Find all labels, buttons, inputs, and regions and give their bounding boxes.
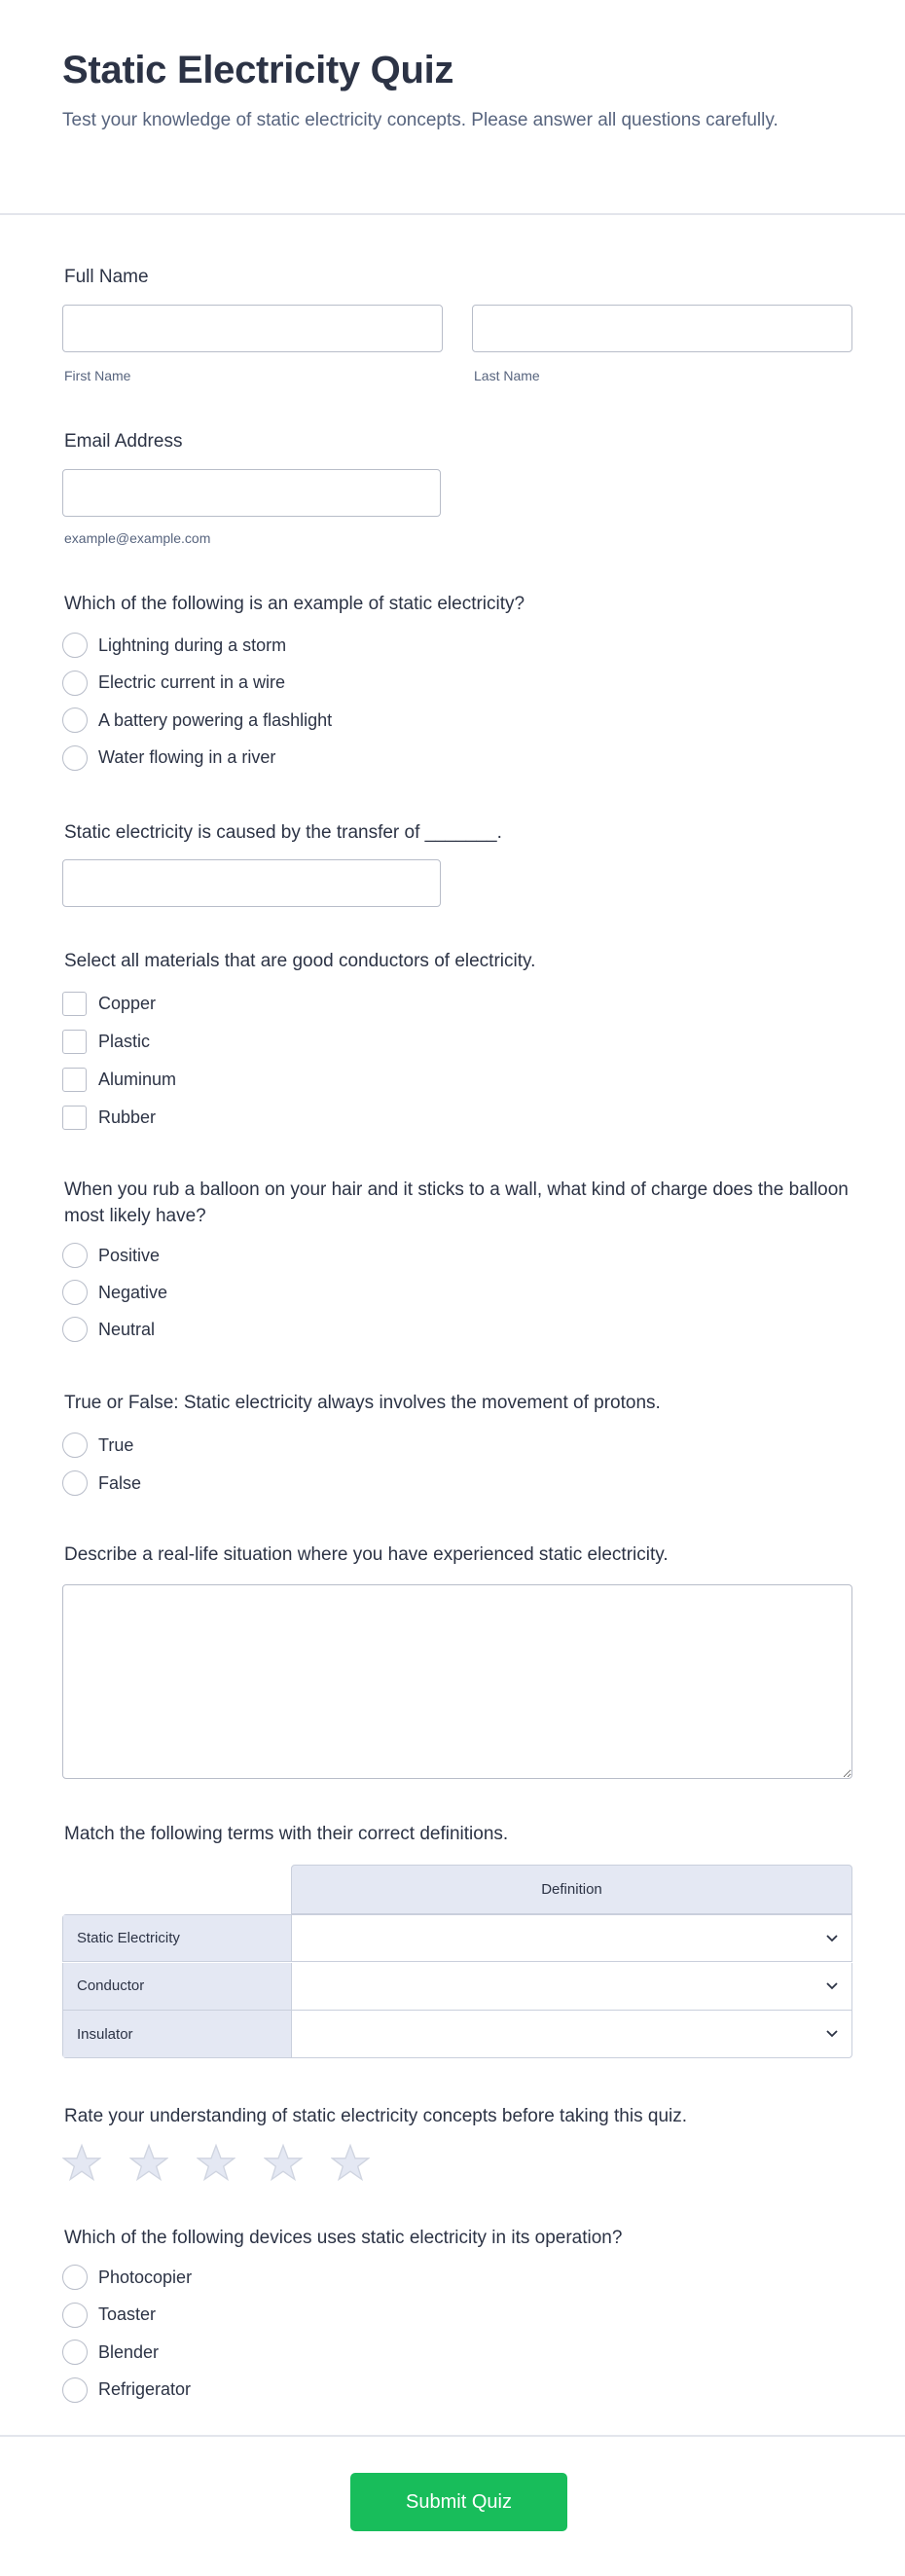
radio-button[interactable] (62, 1280, 88, 1305)
star-icon[interactable] (264, 2143, 303, 2182)
option-label: Positive (98, 1245, 161, 1265)
footer-divider (0, 2435, 905, 2437)
matching-row (62, 1914, 852, 1962)
q3-label: Select all materials that are good conductors of electricity. (64, 951, 536, 971)
full-name-label: Full Name (64, 267, 149, 287)
first-name-sublabel: First Name (64, 368, 131, 383)
option-label: Water flowing in a river (98, 747, 276, 767)
q7-label: Match the following terms with their correct definitions. (64, 1824, 509, 1844)
definition-select[interactable] (292, 1963, 851, 2010)
q5-option[interactable] (62, 1469, 141, 1497)
radio-button[interactable] (62, 1243, 88, 1268)
q1-option[interactable] (62, 670, 285, 697)
term-label: Conductor (63, 1963, 292, 2010)
radio-button[interactable] (62, 671, 88, 696)
matching-row (62, 2011, 852, 2058)
radio-button[interactable] (62, 707, 88, 733)
option-label: Copper (98, 993, 157, 1013)
definition-select[interactable] (292, 2011, 851, 2057)
checkbox[interactable] (62, 1030, 87, 1054)
star-icon[interactable] (62, 2143, 101, 2182)
page-subtitle: Test your knowledge of static electricity concepts. Please answer all questions carefully. (62, 110, 778, 130)
radio-button[interactable] (62, 1433, 88, 1458)
checkbox[interactable] (62, 992, 87, 1016)
radio-button[interactable] (62, 2303, 88, 2328)
q1-option[interactable] (62, 707, 332, 734)
option-label: Photocopier (98, 2267, 193, 2287)
q4-option[interactable] (62, 1316, 155, 1343)
email-input[interactable] (62, 469, 441, 517)
option-label: Electric current in a wire (98, 672, 286, 692)
email-sublabel: example@example.com (64, 530, 211, 546)
q3-option[interactable] (62, 1104, 156, 1131)
q9-option[interactable] (62, 2339, 159, 2366)
q2-answer-input[interactable] (62, 859, 441, 907)
q5-option[interactable] (62, 1432, 133, 1459)
q1-option[interactable] (62, 744, 275, 772)
option-label: Lightning during a storm (98, 635, 287, 655)
definition-column-header: Definition (291, 1865, 852, 1914)
q4-option[interactable] (62, 1242, 160, 1269)
matching-row (62, 1963, 852, 2011)
q2-label: Static electricity is caused by the transfer of _______. (64, 822, 502, 843)
radio-button[interactable] (62, 2340, 88, 2365)
q9-option[interactable] (62, 2302, 156, 2329)
checkbox[interactable] (62, 1106, 87, 1130)
option-label: A battery powering a flashlight (98, 709, 333, 730)
q6-answer-textarea[interactable] (62, 1584, 852, 1779)
star-icon[interactable] (197, 2143, 235, 2182)
q4-option[interactable] (62, 1279, 167, 1306)
checkbox[interactable] (62, 1068, 87, 1092)
option-label: Refrigerator (98, 2379, 192, 2399)
option-label: True (98, 1434, 134, 1455)
star-icon[interactable] (331, 2143, 370, 2182)
option-label: Toaster (98, 2304, 157, 2324)
page-title: Static Electricity Quiz (62, 49, 454, 91)
term-label: Insulator (63, 2011, 292, 2057)
q3-option[interactable] (62, 1066, 176, 1093)
option-label: Blender (98, 2341, 160, 2362)
radio-button[interactable] (62, 2265, 88, 2290)
header-divider (0, 213, 905, 215)
option-label: Rubber (98, 1107, 157, 1127)
q3-option[interactable] (62, 1028, 150, 1055)
q8-label: Rate your understanding of static electricity concepts before taking this quiz. (64, 2106, 688, 2126)
option-label: Aluminum (98, 1069, 177, 1089)
q1-label: Which of the following is an example of static electricity? (64, 594, 525, 614)
q4-label: When you rub a balloon on your hair and it sticks to a wall, what kind of charge does the balloon most likely have? (64, 1179, 849, 1226)
last-name-sublabel: Last Name (474, 368, 540, 383)
q3-option[interactable] (62, 990, 156, 1017)
star-icon[interactable] (129, 2143, 168, 2182)
chevron-down-icon (826, 2030, 838, 2038)
radio-button[interactable] (62, 1470, 88, 1496)
last-name-input[interactable] (472, 305, 852, 352)
email-label: Email Address (64, 431, 183, 452)
q1-option[interactable] (62, 632, 286, 659)
definition-select[interactable] (292, 1915, 851, 1961)
option-label: Negative (98, 1282, 168, 1302)
q9-option[interactable] (62, 2264, 192, 2291)
q5-label: True or False: Static electricity always involves the movement of protons. (64, 1393, 661, 1413)
q6-label: Describe a real-life situation where you have experienced static electricity. (64, 1544, 669, 1565)
term-label: Static Electricity (63, 1915, 292, 1961)
radio-button[interactable] (62, 633, 88, 658)
chevron-down-icon (826, 1935, 838, 1942)
radio-button[interactable] (62, 745, 88, 771)
option-label: Neutral (98, 1319, 156, 1339)
chevron-down-icon (826, 1982, 838, 1990)
submit-quiz-button[interactable]: Submit Quiz (350, 2473, 567, 2531)
radio-button[interactable] (62, 1317, 88, 1342)
q9-label: Which of the following devices uses static electricity in its operation? (64, 2228, 623, 2248)
option-label: Plastic (98, 1031, 151, 1051)
radio-button[interactable] (62, 2377, 88, 2403)
option-label: False (98, 1472, 142, 1493)
q9-option[interactable] (62, 2376, 191, 2404)
first-name-input[interactable] (62, 305, 443, 352)
